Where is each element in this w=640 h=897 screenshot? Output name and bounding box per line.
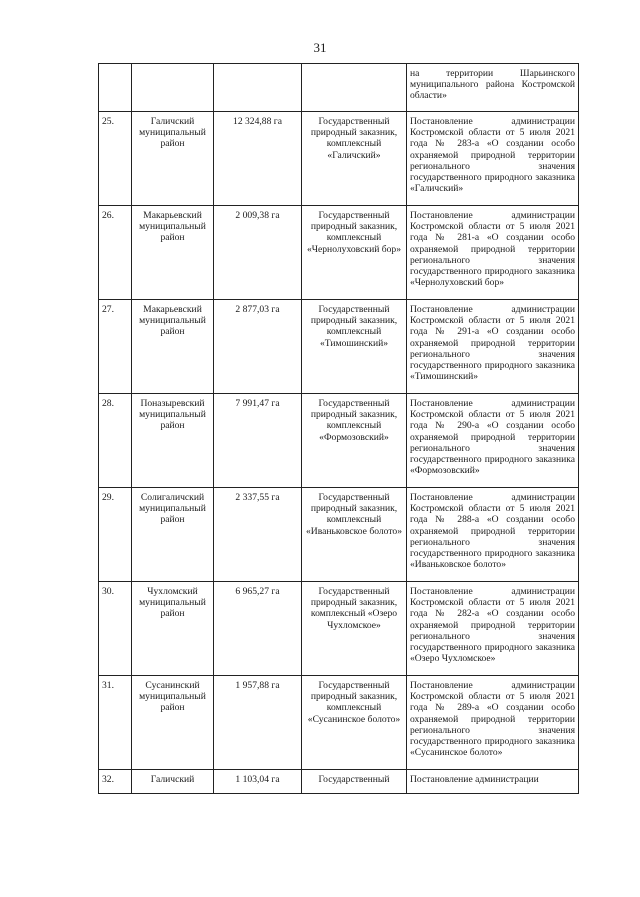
cell-document: на территории Шарьинского муниципального района Костромской области» bbox=[407, 64, 579, 112]
cell-document: Постановление администрации Костромской области от 5 июля 2021 года № 291-а «О создании особо охраняемой природной территории регионального значения государственного природного заказника «Тимошинский» bbox=[407, 300, 579, 394]
table-row bbox=[99, 206, 579, 300]
cell-kind: Государственный природный заказник, комплексный «Озеро Чухломское» bbox=[302, 582, 407, 676]
table-row bbox=[99, 582, 579, 676]
cell-area: 7 991,47 га bbox=[214, 394, 302, 488]
cell-document: Постановление администрации Костромской области от 5 июля 2021 года № 290-а «О создании особо охраняемой природной территории регионального значения государственного природного заказника «Формозовский» bbox=[407, 394, 579, 488]
cell-number bbox=[99, 64, 132, 112]
cell-number: 32. bbox=[99, 770, 132, 794]
cell-district: Галичский муниципальный район bbox=[132, 112, 214, 206]
table-row bbox=[99, 394, 579, 488]
cell-kind: Государственный природный заказник, комплексный «Сусанинское болото» bbox=[302, 676, 407, 770]
cell-document: Постановление администрации bbox=[407, 770, 579, 794]
table-row bbox=[99, 488, 579, 582]
cell-district: Макарьевский муниципальный район bbox=[132, 206, 214, 300]
cell-number: 25. bbox=[99, 112, 132, 206]
cell-kind: Государственный природный заказник, комплексный «Иваньковское болото» bbox=[302, 488, 407, 582]
cell-area: 12 324,88 га bbox=[214, 112, 302, 206]
cell-kind: Государственный природный заказник, комплексный «Тимошинский» bbox=[302, 300, 407, 394]
protected-areas-table bbox=[98, 63, 579, 794]
cell-district: Солигаличский муниципальный район bbox=[132, 488, 214, 582]
cell-area: 1 103,04 га bbox=[214, 770, 302, 794]
cell-number: 26. bbox=[99, 206, 132, 300]
cell-area: 2 877,03 га bbox=[214, 300, 302, 394]
table-row-continuation bbox=[99, 64, 579, 112]
cell-area: 2 009,38 га bbox=[214, 206, 302, 300]
page-number: 31 bbox=[313, 40, 327, 55]
cell-document: Постановление администрации Костромской области от 5 июля 2021 года № 288-а «О создании особо охраняемой природной территории регионального значения государственного природного заказника «Иваньковское болото» bbox=[407, 488, 579, 582]
cell-number: 30. bbox=[99, 582, 132, 676]
table-row bbox=[99, 770, 579, 794]
table-row bbox=[99, 112, 579, 206]
cell-kind bbox=[302, 64, 407, 112]
cell-document: Постановление администрации Костромской области от 5 июля 2021 года № 282-а «О создании особо охраняемой природной территории регионального значения государственного природного заказника «Озеро Чухломское» bbox=[407, 582, 579, 676]
cell-number: 31. bbox=[99, 676, 132, 770]
cell-area bbox=[214, 64, 302, 112]
cell-district bbox=[132, 64, 214, 112]
cell-kind: Государственный природный заказник, комплексный «Чернолуховский бор» bbox=[302, 206, 407, 300]
cell-kind: Государственный природный заказник, комплексный «Формозовский» bbox=[302, 394, 407, 488]
cell-document: Постановление администрации Костромской области от 5 июля 2021 года № 281-а «О создании особо охраняемой природной территории регионального значения государственного природного заказника «Чернолуховский бор» bbox=[407, 206, 579, 300]
cell-district: Чухломский муниципальный район bbox=[132, 582, 214, 676]
cell-number: 27. bbox=[99, 300, 132, 394]
cell-area: 6 965,27 га bbox=[214, 582, 302, 676]
cell-number: 29. bbox=[99, 488, 132, 582]
cell-district: Макарьевский муниципальный район bbox=[132, 300, 214, 394]
cell-district: Галичский bbox=[132, 770, 214, 794]
cell-document: Постановление администрации Костромской области от 5 июля 2021 года № 283-а «О создании особо охраняемой природной территории регионального значения государственного природного заказника «Галичский» bbox=[407, 112, 579, 206]
cell-area: 2 337,55 га bbox=[214, 488, 302, 582]
cell-document: Постановление администрации Костромской области от 5 июля 2021 года № 289-а «О создании особо охраняемой природной территории регионального значения государственного природного заказника «Сусанинское болото» bbox=[407, 676, 579, 770]
cell-district: Поназыревский муниципальный район bbox=[132, 394, 214, 488]
table-row bbox=[99, 300, 579, 394]
table-row bbox=[99, 676, 579, 770]
cell-district: Сусанинский муниципальный район bbox=[132, 676, 214, 770]
cell-kind: Государственный bbox=[302, 770, 407, 794]
cell-kind: Государственный природный заказник, комплексный «Галичский» bbox=[302, 112, 407, 206]
cell-area: 1 957,88 га bbox=[214, 676, 302, 770]
cell-number: 28. bbox=[99, 394, 132, 488]
